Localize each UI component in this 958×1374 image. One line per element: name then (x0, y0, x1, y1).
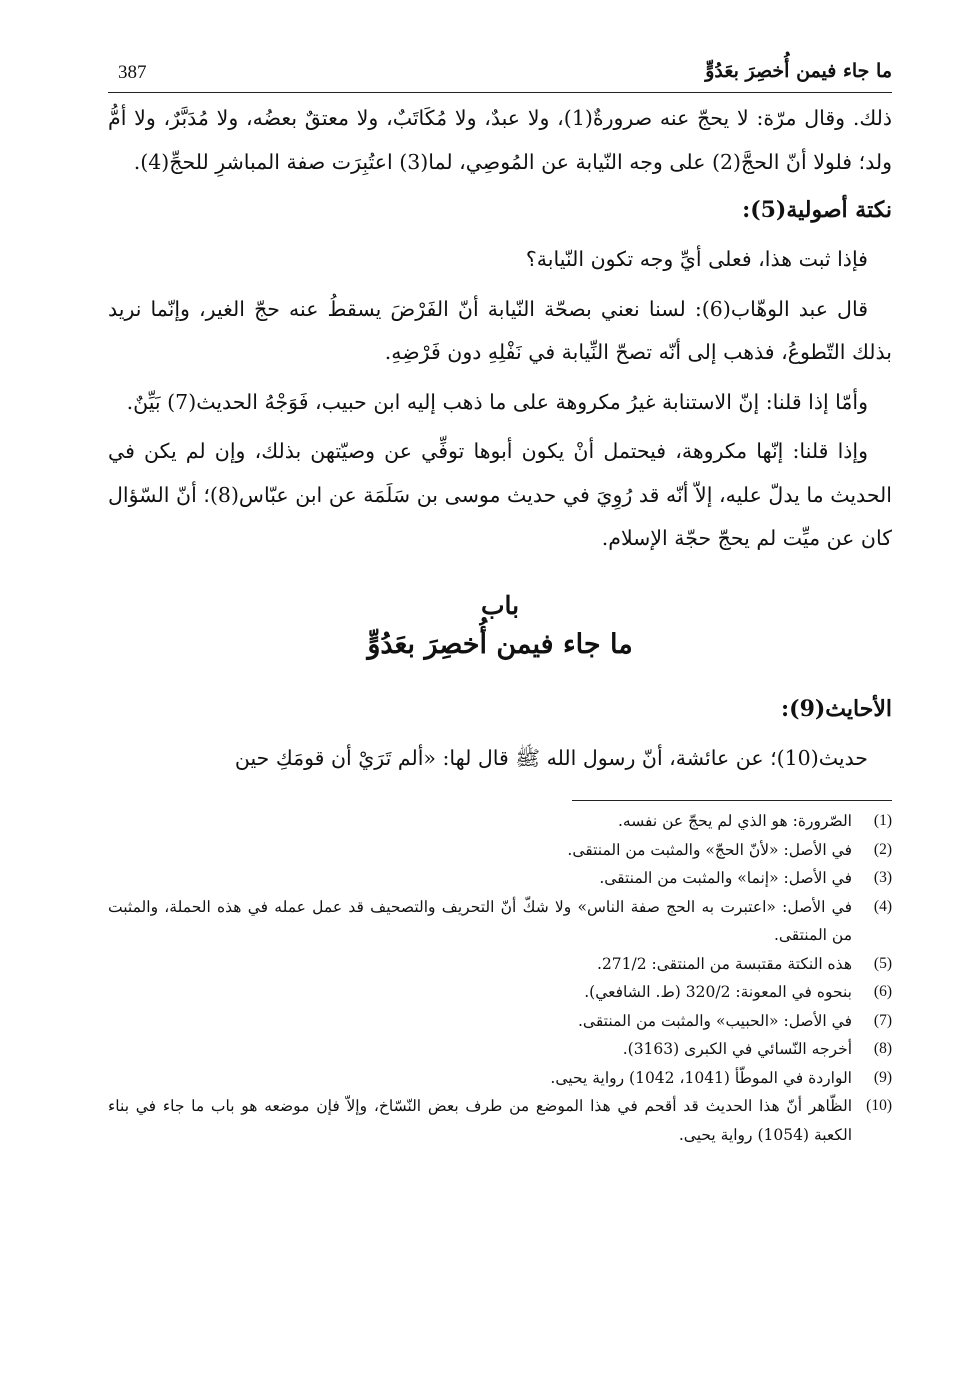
book-page (108, 58, 892, 1149)
footnotes (108, 807, 892, 1149)
footnote (108, 1092, 892, 1149)
footnote-text: بنحوه في المعونة: 320/2 (ط. الشافعي). (584, 983, 852, 1001)
footnote-number: (9) (873, 1068, 892, 1086)
paragraph-2: فإذا ثبت هذا، فعلى أيِّ وجه تكون النّيابة؟ (525, 247, 868, 271)
page-number: 387 (118, 62, 147, 83)
paragraph-6: حديث(10)؛ عن عائشة، أنّ رسول الله ﷺ قال لها: «ألم تَرَيْ أن قومَكِ حين (234, 745, 868, 770)
chapter-word: باب (480, 590, 520, 620)
footnote-text: في الأصل: «الحبيب» والمثبت من المنتقى. (578, 1011, 852, 1030)
footnote-rule (572, 800, 892, 801)
footnote-text: في الأصل: «لأنّ الحجّ» والمثبت من المنتقى. (567, 840, 852, 859)
subheading-nukta: نكتة أصولية(5): (742, 197, 892, 223)
paragraph-4: وأمّا إذا قلنا: إنّ الاستنابة غيرُ مكروهة على ما ذهب إليه ابن حبيب، فَوَجْهُ الحديث(7) بَيِّنٌ. (126, 389, 868, 414)
footnote (108, 836, 892, 865)
subheading-ahadith: الأحايث(9): (781, 695, 892, 722)
footnote-number: (2) (873, 840, 892, 858)
chapter-heading (108, 589, 892, 667)
footnote (108, 1035, 892, 1064)
chapter-title: ما جاء فيمن أُخصِرَ بعَدُوٍّ (367, 628, 633, 660)
main-text (108, 97, 892, 780)
footnote-number: (1) (873, 812, 892, 829)
paragraph-5: وإذا قلنا: إنّها مكروهة، فيحتمل أنْ يكون أبوها توفِّي عن وصيّتهن بذلك، وإن لم يكن في الحديث ما يدلّ عليه، إلاّ أنّه قد رُوِيَ في حديث موسى بن سَلَمَة عن ابن عبّاس(8)؛ أنّ السّؤال كان عن ميِّت لم يحجّ حجّة الإسلام. (108, 439, 892, 550)
footnote-number: (10) (866, 1097, 892, 1114)
paragraph-3: قال عبد الوهّاب(6): لسنا نعني بصحّة النّيابة أنّ الفَرْضَ يسقطُ عنه حجّ الغير، وإنّما نريد بذلك التّطوعُ، فذهب إلى أنّه تصحّ النِّيابة في نَفْلِهِ دون فَرْضِهِ. (108, 296, 892, 364)
footnote (108, 950, 892, 979)
footnote-text: هذه النكتة مقتبسة من المنتقى: 271/2. (597, 954, 852, 973)
paragraph-1: ذلك. وقال مرّة: لا يحجّ عنه صرورةٌ(1)، ولا عبدٌ، ولا مُكَاتَبٌ، ولا معتقٌ بعضُه، ولا مُدَبَّرٌ، ولا أمُّ ولد؛ فلولا أنّ الحجَّ(2) على وجه النّيابة عن المُوصِي، لما(3) اعتُبِرَت صفة المباشرِ للحجِّ(4). (108, 106, 892, 174)
header-rule (108, 92, 892, 93)
page-header (108, 58, 892, 92)
footnote-number: (8) (873, 1040, 892, 1057)
footnote (108, 1064, 892, 1093)
footnote (108, 864, 892, 893)
footnote (108, 893, 892, 950)
footnote-number: (6) (873, 983, 892, 1000)
running-title: ما جاء فيمن أُخصِرَ بعَدُوٍّ (705, 60, 892, 82)
footnote-text: في الأصل: «اعتبرت به الحج صفة الناس» ولا شكّ أنّ التحريف والتصحيف قد عمل عمله في هذه الحملة، والمثبت من المنتقى. (108, 897, 852, 944)
footnote-text: الصّرورة: هو الذي لم يحجّ عن نفسه. (617, 812, 852, 830)
footnote-text: الواردة في الموطّأ (1041، 1042) رواية يحيى. (550, 1068, 852, 1087)
footnote (108, 807, 892, 836)
footnote-text: أخرجه النّسائي في الكبرى (3163). (622, 1040, 852, 1058)
footnote-text: في الأصل: «إنما» والمثبت من المنتقى. (599, 869, 852, 887)
footnote (108, 978, 892, 1007)
footnote-number: (5) (873, 954, 892, 972)
footnote-number: (3) (873, 869, 892, 886)
footnote-number: (7) (873, 1011, 892, 1029)
footnote (108, 1007, 892, 1036)
footnote-number: (4) (873, 897, 892, 915)
footnote-text: الظّاهر أنّ هذا الحديث قد أقحم في هذا الموضع من طرف بعض النّسّاخ، وإلاّ فإن موضعه هو باب ما جاء في بناء الكعبة (1054) رواية يحيى. (108, 1097, 852, 1144)
